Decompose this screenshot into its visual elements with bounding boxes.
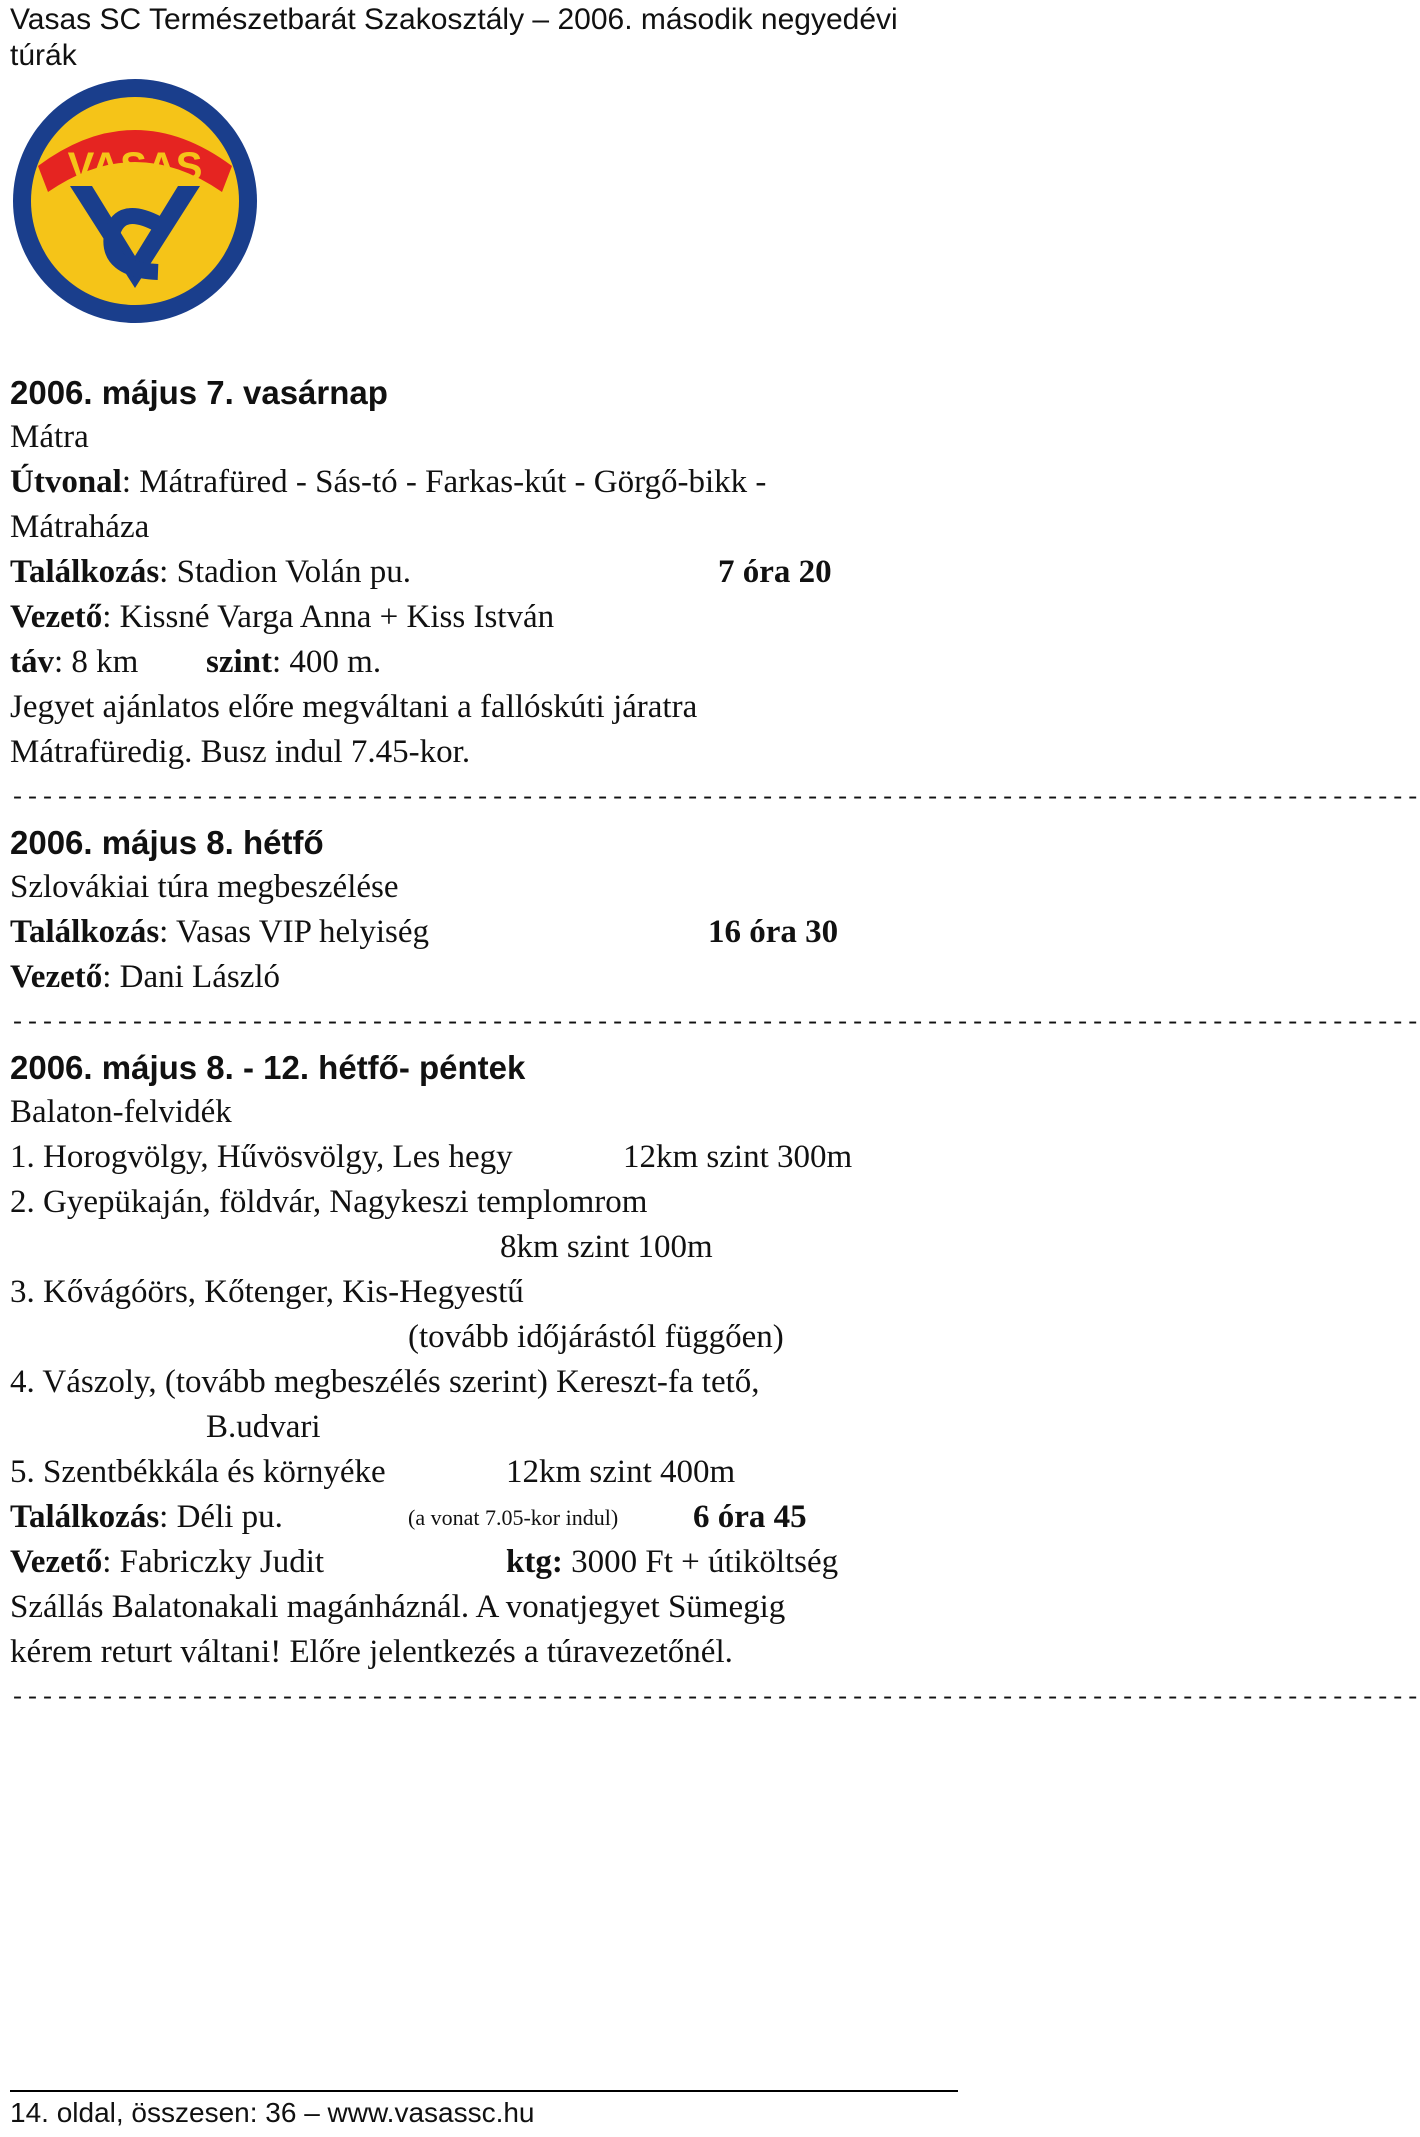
meeting-value: : Vasas VIP helyiség xyxy=(159,914,429,950)
leader-value: : Kissné Varga Anna + Kiss István xyxy=(102,599,555,635)
leader-label: Vezető xyxy=(10,599,103,635)
cost-value: 3000 Ft + útiköltség xyxy=(562,1544,839,1580)
page-title: Vasas SC Természetbarát Szakosztály – 2006. második negyedévi túrák xyxy=(10,3,898,72)
trip-note: Szállás Balatonakali magánháznál. A vonatjegyet Sümegig xyxy=(10,1589,786,1625)
route-label: Útvonal xyxy=(10,464,122,500)
itinerary-item: 4. Vászoly, (tovább megbeszélés szerint) Kereszt-fa tető, xyxy=(10,1364,760,1400)
itinerary-continued: B.udvari xyxy=(206,1409,321,1445)
itinerary-item: 3. Kővágóörs, Kőtenger, Kis-Hegyestű xyxy=(10,1274,524,1310)
trip-title: Szlovákiai túra megbeszélése xyxy=(10,869,399,905)
meeting-note: (a vonat 7.05-kor indul) xyxy=(408,1505,619,1530)
meeting-line xyxy=(10,910,950,955)
separator-line: ---------------------------------------------------------------------------------------------- xyxy=(10,1008,1420,1037)
meeting-label: Találkozás xyxy=(10,1499,160,1535)
meeting-line xyxy=(10,1495,950,1540)
elevation-label: szint xyxy=(206,644,272,680)
footer-rule xyxy=(10,2090,958,2092)
itinerary-item xyxy=(10,1135,950,1180)
meeting-value: : Déli pu. xyxy=(159,1499,283,1535)
itinerary-stats: 12km szint 400m xyxy=(506,1454,736,1490)
leader-line xyxy=(10,955,950,1000)
route-value: : Mátrafüred - Sás-tó - Farkas-kút - Görgő-bikk - xyxy=(121,464,767,500)
distance-label: táv xyxy=(10,644,54,680)
separator-line: ---------------------------------------------------------------------------------------------- xyxy=(10,783,1420,812)
elevation-value: : 400 m. xyxy=(272,644,382,680)
trip-date: 2006. május 8. hétfő xyxy=(10,824,324,861)
trip-date: 2006. május 8. - 12. hétfő- péntek xyxy=(10,1049,526,1086)
trip-region: Balaton-felvidék xyxy=(10,1094,232,1130)
separator-line: ---------------------------------------------------------------------------------------------- xyxy=(10,1683,1420,1712)
leader-label: Vezető xyxy=(10,1544,103,1580)
itinerary-text: 5. Szentbékkála és környéke xyxy=(10,1454,386,1490)
trip-region: Mátra xyxy=(10,419,89,455)
cost-label: ktg: xyxy=(506,1544,563,1580)
itinerary-note: (tovább időjárástól függően) xyxy=(408,1319,784,1355)
route-line xyxy=(10,460,950,505)
meeting-time: 7 óra 20 xyxy=(718,554,832,590)
itinerary-stats: 12km szint 300m xyxy=(623,1139,853,1175)
distance-line xyxy=(10,640,950,685)
trip-note: Mátrafüredig. Busz indul 7.45-kor. xyxy=(10,734,471,770)
meeting-value: : Stadion Volán pu. xyxy=(159,554,411,590)
trip-note: kérem returt váltani! Előre jelentkezés a túravezetőnél. xyxy=(10,1634,733,1670)
distance-value: : 8 km xyxy=(54,644,139,680)
meeting-time: 16 óra 30 xyxy=(708,914,839,950)
leader-label: Vezető xyxy=(10,959,103,995)
meeting-label: Találkozás xyxy=(10,554,160,590)
leader-line xyxy=(10,595,950,640)
itinerary-item: 2. Gyepükaján, földvár, Nagykeszi templomrom xyxy=(10,1184,648,1220)
trip-date: 2006. május 7. vasárnap xyxy=(10,374,388,411)
meeting-time: 6 óra 45 xyxy=(693,1499,807,1535)
trip-note: Jegyet ajánlatos előre megváltani a fallóskúti járatra xyxy=(10,689,698,725)
meeting-line xyxy=(10,550,950,595)
svg-text:VASAS: VASAS xyxy=(67,145,203,189)
leader-line xyxy=(10,1540,950,1585)
itinerary-stats: 8km szint 100m xyxy=(500,1229,713,1265)
leader-value: : Fabriczky Judit xyxy=(102,1544,325,1580)
route-continued: Mátraháza xyxy=(10,509,150,545)
itinerary-item xyxy=(10,1450,950,1495)
itinerary-text: 1. Horogvölgy, Hűvösvölgy, Les hegy xyxy=(10,1139,513,1175)
page-footer: 14. oldal, összesen: 36 – www.vasassc.hu xyxy=(10,2097,535,2128)
vasas-logo xyxy=(8,74,262,328)
meeting-label: Találkozás xyxy=(10,914,160,950)
leader-value: : Dani László xyxy=(102,959,281,995)
